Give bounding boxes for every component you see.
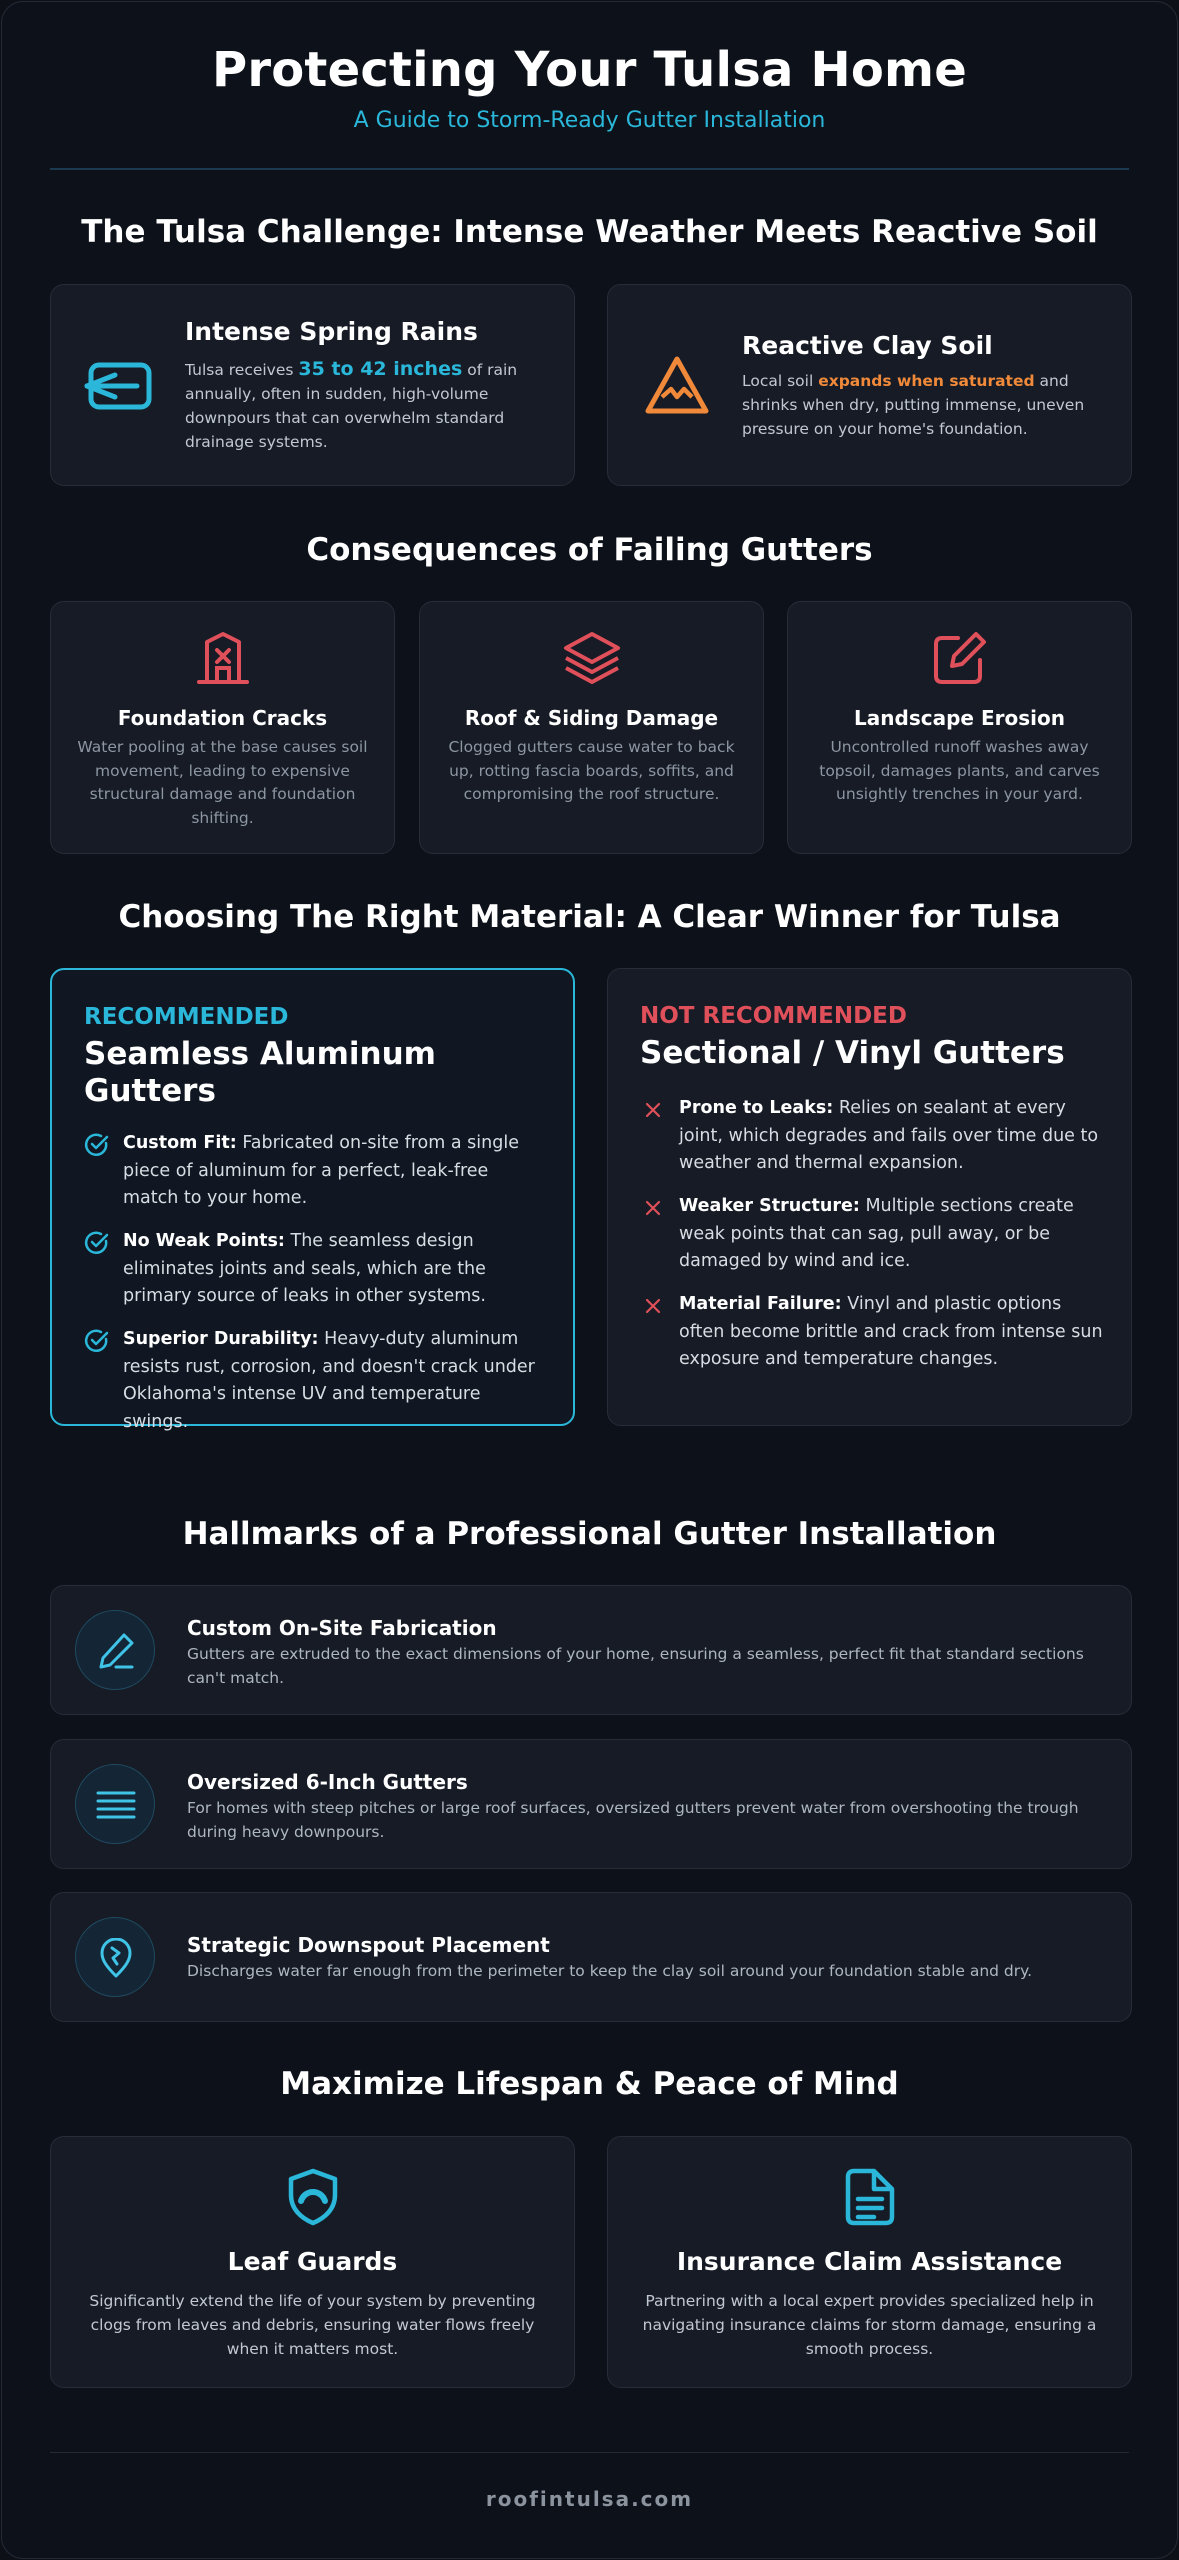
lifespan-title: Leaf Guards	[227, 2247, 398, 2276]
item-bold: Material Failure:	[679, 1294, 842, 1314]
rain-card-text	[185, 357, 555, 454]
item-bold: Prone to Leaks:	[679, 1098, 834, 1118]
check-circle-icon	[84, 1132, 110, 1158]
rain-gauge-icon	[81, 347, 159, 425]
hallmark-icon-circle	[75, 1610, 155, 1690]
lifespan-card-insurance	[607, 2136, 1132, 2388]
item-text: Multiple sections create weak points that can sag, pull away, or be damaged by wind and ice.	[679, 1196, 1074, 1271]
lifespan-card-leaf-guards	[50, 2136, 575, 2388]
consequence-title: Roof & Siding Damage	[464, 706, 719, 730]
hallmark-icon-circle	[75, 1764, 155, 1844]
hallmark-card-downspout	[50, 1892, 1132, 2022]
recommended-item-text	[123, 1326, 545, 1436]
rain-card-title: Intense Spring Rains	[185, 317, 478, 346]
recommended-item	[84, 1228, 545, 1311]
item-bold: Superior Durability:	[123, 1329, 319, 1349]
footer-site-link[interactable]: roofintulsa.com	[485, 2487, 694, 2511]
hallmark-card-fabrication	[50, 1585, 1132, 1715]
consequence-text: Clogged gutters cause water to back up, rotting fascia boards, soffits, and compromising the roof structure.	[448, 738, 735, 803]
recommended-item-text	[123, 1130, 545, 1213]
rain-highlight: 35 to 42 inches	[298, 358, 463, 380]
soil-highlight: expands when saturated	[818, 372, 1035, 390]
hallmark-icon-circle	[75, 1917, 155, 1997]
item-bold: Weaker Structure:	[679, 1196, 860, 1216]
mountain-warning-icon	[638, 347, 716, 425]
not-recommended-title: Sectional / Vinyl Gutters	[640, 1035, 1065, 1071]
not-recommended-item	[640, 1291, 1103, 1374]
x-mark-icon	[640, 1293, 666, 1319]
hallmark-title: Strategic Downspout Placement	[187, 1933, 550, 1957]
not-recommended-item-text	[679, 1095, 1103, 1178]
hallmarks-section-title: Hallmarks of a Professional Gutter Installation	[182, 1516, 997, 1552]
not-recommended-card	[607, 968, 1132, 1426]
footer-divider	[50, 2452, 1129, 2453]
page-title: Protecting Your Tulsa Home	[212, 42, 967, 98]
not-recommended-tag: NOT RECOMMENDED	[640, 1003, 907, 1029]
header-divider	[50, 168, 1129, 170]
x-mark-icon	[640, 1195, 666, 1221]
hallmark-title: Custom On-Site Fabrication	[187, 1616, 497, 1640]
hallmark-text: Gutters are extruded to the exact dimensions of your home, ensuring a seamless, perfect fit that standard sections can't match.	[187, 1645, 1084, 1687]
consequence-title: Landscape Erosion	[854, 706, 1065, 730]
check-circle-icon	[84, 1328, 110, 1354]
edit-square-icon	[930, 628, 990, 688]
lifespan-section-title: Maximize Lifespan & Peace of Mind	[280, 2066, 899, 2102]
consequences-section-title: Consequences of Failing Gutters	[306, 532, 873, 568]
hallmark-text: For homes with steep pitches or large roof surfaces, oversized gutters prevent water from overshooting the trough during heavy downpours.	[187, 1799, 1079, 1841]
consequence-card-foundation	[50, 601, 395, 854]
infographic-page	[1, 1, 1178, 2559]
check-circle-icon	[84, 1230, 110, 1256]
consequence-text: Water pooling at the base causes soil movement, leading to expensive structural damage and foundation shifting.	[77, 738, 368, 827]
lifespan-title: Insurance Claim Assistance	[676, 2247, 1063, 2276]
item-text: Vinyl and plastic options often become brittle and crack from intense sun exposure and temperature changes.	[679, 1294, 1103, 1369]
hallmark-text: Discharges water far enough from the perimeter to keep the clay soil around your foundation stable and dry.	[187, 1962, 1033, 1980]
item-text: Heavy-duty aluminum resists rust, corrosion, and doesn't crack under Oklahoma's intense UV and temperature swings.	[123, 1329, 535, 1432]
rain-text-before: Tulsa receives	[185, 361, 299, 379]
recommended-title: Seamless Aluminum Gutters	[84, 1036, 436, 1109]
shield-icon	[283, 2167, 343, 2227]
not-recommended-item	[640, 1193, 1103, 1276]
lines-icon	[96, 1785, 136, 1825]
recommended-item	[84, 1326, 545, 1436]
cracked-house-icon	[193, 628, 253, 688]
x-mark-icon	[640, 1097, 666, 1123]
recommended-tag: RECOMMENDED	[84, 1004, 289, 1030]
soil-text-after: and shrinks when dry, putting immense, uneven pressure on your home's foundation.	[742, 372, 1085, 438]
recommended-item	[84, 1130, 545, 1213]
consequence-text: Uncontrolled runoff washes away topsoil, damages plants, and carves unsightly trenches in your yard.	[819, 738, 1100, 803]
item-text: Fabricated on-site from a single piece of aluminum for a perfect, leak-free match to your home.	[123, 1133, 519, 1208]
challenge-card-rain	[50, 284, 575, 486]
page-subtitle: A Guide to Storm-Ready Gutter Installation	[353, 108, 826, 133]
not-recommended-item-text	[679, 1193, 1103, 1276]
recommended-item-text	[123, 1228, 545, 1311]
rain-text-after: of rain annually, often in sudden, high-volume downpours that can overwhelm standard drainage systems.	[185, 361, 518, 451]
lifespan-text: Partnering with a local expert provides specialized help in navigating insurance claims for storm damage, ensuring a smooth process.	[642, 2292, 1097, 2358]
consequence-card-landscape	[787, 601, 1132, 854]
not-recommended-item-text	[679, 1291, 1103, 1374]
location-pin-icon	[96, 1938, 136, 1978]
document-icon	[840, 2167, 900, 2227]
recommended-card	[50, 968, 575, 1432]
hallmark-card-oversized	[50, 1739, 1132, 1869]
material-section-title: Choosing The Right Material: A Clear Winner for Tulsa	[118, 899, 1061, 935]
item-bold: No Weak Points:	[123, 1231, 285, 1251]
item-bold: Custom Fit:	[123, 1133, 237, 1153]
soil-card-title: Reactive Clay Soil	[742, 331, 993, 360]
challenge-card-soil	[607, 284, 1132, 486]
hallmark-title: Oversized 6-Inch Gutters	[187, 1770, 468, 1794]
item-text: The seamless design eliminates joints and seals, which are the primary source of leaks in other systems.	[123, 1231, 486, 1306]
soil-card-text	[742, 369, 1112, 441]
consequence-title: Foundation Cracks	[117, 706, 328, 730]
challenge-section-title: The Tulsa Challenge: Intense Weather Meets Reactive Soil	[81, 214, 1098, 250]
layers-icon	[562, 628, 622, 688]
consequence-card-roof	[419, 601, 764, 854]
header	[2, 42, 1177, 133]
pencil-icon	[96, 1631, 136, 1671]
item-text: Relies on sealant at every joint, which degrades and fails over time due to weather and thermal expansion.	[679, 1098, 1099, 1173]
soil-text-before: Local soil	[742, 372, 819, 390]
lifespan-text: Significantly extend the life of your system by preventing clogs from leaves and debris, ensuring water flows freely when it matters most.	[89, 2292, 536, 2358]
not-recommended-item	[640, 1095, 1103, 1178]
